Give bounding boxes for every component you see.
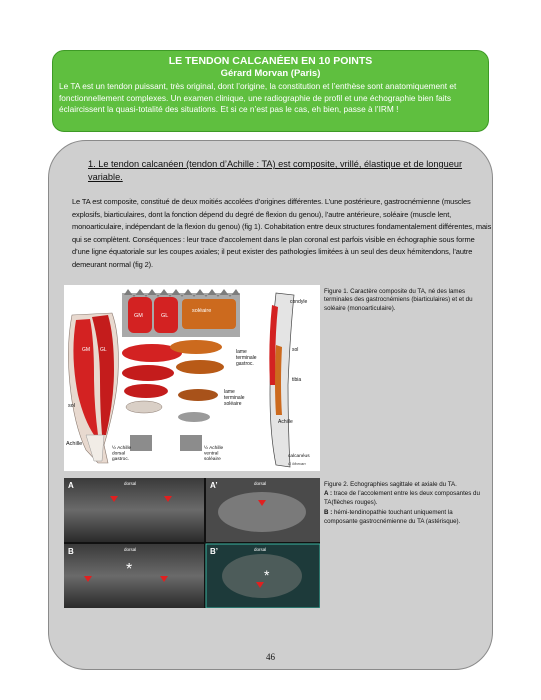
figure-1-drawing xyxy=(64,285,320,471)
sagittal-soleus xyxy=(275,345,282,415)
slice-5 xyxy=(178,412,210,422)
panel-a-label: A xyxy=(68,481,74,490)
gm-label-left: GM xyxy=(82,347,91,353)
panel-b-prime-tendon xyxy=(222,554,302,598)
figure-2-ultrasound xyxy=(64,478,320,608)
dorsal-label-b: dorsal xyxy=(124,547,137,552)
dorsal-label-a: dorsal xyxy=(124,481,137,486)
sol-label-right: sol xyxy=(292,347,299,353)
lame-gastroc-label: lame terminale gastroc. xyxy=(236,349,257,367)
slice-3 xyxy=(124,384,168,398)
lame-soleaire-label: lame terminale soléaire xyxy=(224,389,245,407)
page-number: 46 xyxy=(266,652,275,662)
tibia-label: tibia xyxy=(292,377,302,383)
achille-label-right: Achille xyxy=(278,419,293,425)
figure-2-drawing xyxy=(64,478,320,608)
figure-1-illustration xyxy=(64,285,320,471)
panel-b-label: B xyxy=(68,547,74,556)
panel-a-prime-label: A’ xyxy=(210,481,218,490)
half-dorsal-label: ½ Achille dorsal gastroc. xyxy=(112,446,132,462)
gl-label: GL xyxy=(161,313,169,319)
figure-2-caption-title: Figure 2. Echographies sagittale et axiale du TA. xyxy=(324,481,457,488)
panel-b-prime-label: B’ xyxy=(210,547,218,556)
intro-text: Le TA est un tendon puissant, très original, dont l’origine, la constitution et l’enthèse sont anatomiquement et fonctionnellement complexes. Un examen clinique, une radiographie de profil et une échographie bien faits éclaircissent la quasi-totalité des situations. Et si ce n’est pas le cas, eh bien, passe à l’IRM ! xyxy=(59,81,457,114)
achille-label-left: Achille xyxy=(66,441,83,447)
figure-2-caption-b xyxy=(324,508,484,526)
panel-a-prime-tendon xyxy=(218,492,306,532)
caption-b-key: B : xyxy=(324,508,333,516)
slice-soleus-2 xyxy=(176,360,224,374)
half-ventral-label: ½ Achille ventral soléaire xyxy=(204,446,224,462)
half-tendon-dorsal xyxy=(130,435,152,451)
caption-a-key: A : xyxy=(324,490,333,498)
gm-label: GM xyxy=(134,313,143,319)
figure-2-caption-a xyxy=(324,489,484,507)
header-box xyxy=(52,50,489,132)
caption-b-text: hémi-tendinopathie touchant uniquement la composante gastrocnémienne du TA (astérisque). xyxy=(324,508,461,525)
asterisk-b-prime: * xyxy=(264,567,270,583)
condyle-label: condyle xyxy=(290,299,308,305)
slice-4 xyxy=(126,401,162,413)
page-title: LE TENDON CALCANÉEN EN 10 POINTS xyxy=(168,55,373,67)
slice-soleus-1 xyxy=(170,340,222,354)
calcaneus-label: calcanéus xyxy=(288,454,310,459)
panel-a-image xyxy=(64,478,204,542)
sol-label-left: sol xyxy=(68,403,76,409)
soleus-block xyxy=(182,299,236,329)
section-body: Le TA est composite, constitué de deux moitiés accolées d’origines différentes. L’une postérieure, gastrocnémienne (muscles explosifs, biarticulaires, dont la fonction dépend du degré de flexion du genou), l’autre antérieure, soléaire (muscle lent, monoarticulaire, indépendant de la flexion du genou) (fig 1). Cohabitation entre deux structures fondamentalement différentes, mais qui se complètent. Conséquences : leur trace d’accolement dans le plan coronal est parfois visible en échographie sous forme d’une ligne équatoriale sur les coupes axiales; il peut exister des pathologies limitées à un seul des deux hémitendons, l’autre demeurant normal (fig 2). xyxy=(72,197,492,269)
section-title: 1. Le tendon calcanéen (tendon d’Achille : TA) est composite, vrillé, élastique et de longueur variable. xyxy=(88,159,463,182)
slice-soleus-3 xyxy=(178,389,218,401)
soleaire-label: soléaire xyxy=(192,308,212,314)
dorsal-label-b-prime: dorsal xyxy=(254,547,267,552)
figure-2-caption xyxy=(324,480,484,526)
half-tendon-ventral xyxy=(180,435,202,451)
slice-2 xyxy=(122,365,174,381)
author: Gérard Morvan (Paris) xyxy=(220,68,321,79)
asterisk-b: * xyxy=(126,561,133,578)
gl-label-left: GL xyxy=(100,347,107,353)
dorsal-label-a-prime: dorsal xyxy=(254,481,267,486)
author-signature: G Morvan xyxy=(288,461,306,466)
caption-a-text: trace de l’accolement entre les deux composantes du TA(flèches rouges). xyxy=(324,490,480,507)
figure-1-caption: Figure 1. Caractère composite du TA, né des lames terminales des gastrocnémiens (biarticulaires) et et du soléaire (monoarticulaire). xyxy=(324,288,473,312)
